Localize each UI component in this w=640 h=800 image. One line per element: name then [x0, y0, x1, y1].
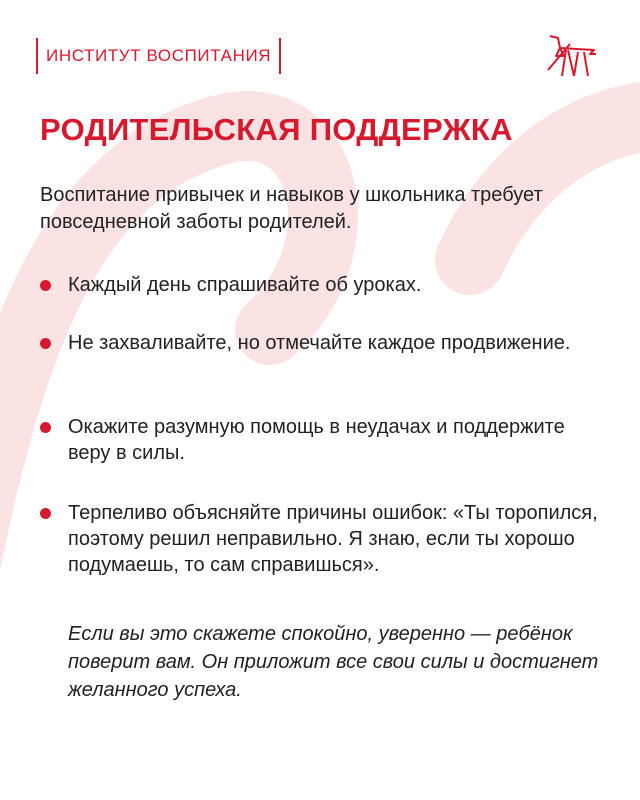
- header-right-bar: [279, 38, 281, 74]
- organization-name: ИНСТИТУТ ВОСПИТАНИЯ: [46, 46, 272, 65]
- tip-text: Не захваливайте, но отмечайте каждое продвижение.: [68, 332, 571, 354]
- tip-text: Каждый день спрашивайте об уроках.: [68, 274, 422, 296]
- closing-note: Если вы это скажете спокойно, уверенно — ребёнок поверит вам. Он приложит все свои силы и достигнет желанного успеха.: [68, 623, 599, 701]
- bullet-icon: [40, 422, 51, 433]
- page-title: РОДИТЕЛЬСКАЯ ПОДДЕРЖКА: [40, 112, 513, 147]
- bullet-icon: [40, 338, 51, 349]
- header: [36, 38, 281, 74]
- bullet-icon: [40, 280, 51, 291]
- tip-text: Окажите разумную помощь в неудачах и поддержите веру в силы.: [68, 416, 565, 464]
- intro-paragraph: Воспитание привычек и навыков у школьника требует повседневной заботы родителей.: [40, 184, 543, 233]
- tip-text: Терпеливо объясняйте причины ошибок: «Ты торопился, поэтому решил неправильно. Я знаю, если ты хорошо подумаешь, то сам справишься».: [68, 502, 598, 576]
- horse-logo-icon: [544, 30, 604, 80]
- bullet-icon: [40, 508, 51, 519]
